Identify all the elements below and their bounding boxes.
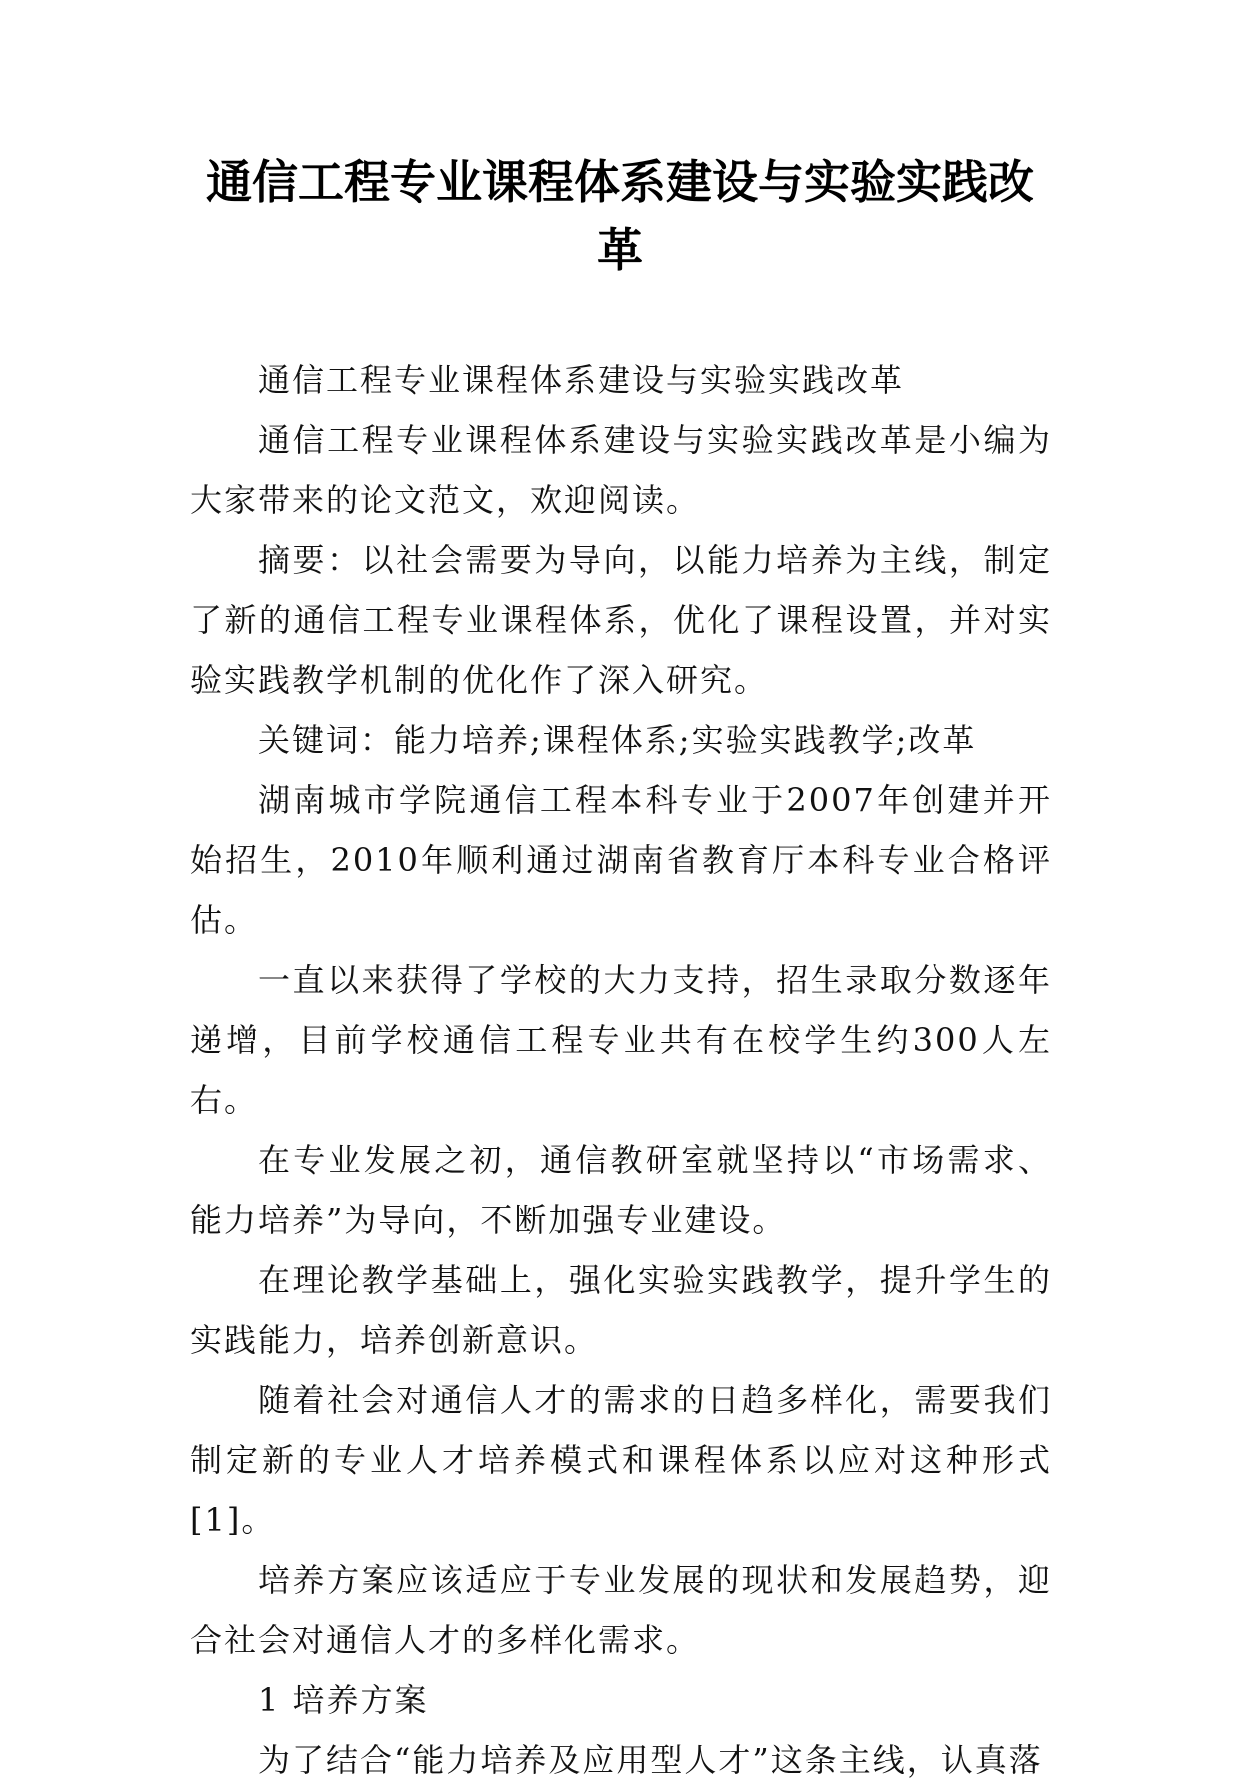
paragraph: 一直以来获得了学校的大力支持，招生录取分数逐年递增，目前学校通信工程专业共有在校学生约300人左右。 <box>190 961 1052 1119</box>
paragraph-abstract: 摘要：以社会需要为导向，以能力培养为主线，制定了新的通信工程专业课程体系，优化了课程设置，并对实验实践教学机制的优化作了深入研究。 <box>190 541 1052 699</box>
document-title: 通信工程专业课程体系建设与实验实践改革 <box>206 155 1034 277</box>
paragraph: 在理论教学基础上，强化实验实践教学，提升学生的实践能力，培养创新意识。 <box>190 1261 1052 1359</box>
paragraph: 为了结合“能力培养及应用型人才”这条主线，认真落 <box>258 1741 1043 1779</box>
paragraph: 培养方案应该适应于专业发展的现状和发展趋势，迎合社会对通信人才的多样化需求。 <box>190 1561 1052 1659</box>
paragraph: 在专业发展之初，通信教研室就坚持以“市场需求、能力培养”为导向，不断加强专业建设。 <box>190 1141 1052 1239</box>
paragraph-intro: 通信工程专业课程体系建设与实验实践改革是小编为大家带来的论文范文，欢迎阅读。 <box>190 421 1052 519</box>
paragraph: 随着社会对通信人才的需求的日趋多样化，需要我们制定新的专业人才培养模式和课程体系以应对这种形式[1]。 <box>190 1381 1052 1539</box>
document-body <box>190 350 1052 1790</box>
paragraph-subtitle: 通信工程专业课程体系建设与实验实践改革 <box>258 361 905 399</box>
paragraph: 湖南城市学院通信工程本科专业于2007年创建并开始招生，2010年顺利通过湖南省教育厅本科专业合格评估。 <box>190 781 1052 939</box>
section-heading: 1 培养方案 <box>258 1681 429 1719</box>
paragraph-keywords: 关键词：能力培养;课程体系;实验实践教学;改革 <box>258 721 977 759</box>
